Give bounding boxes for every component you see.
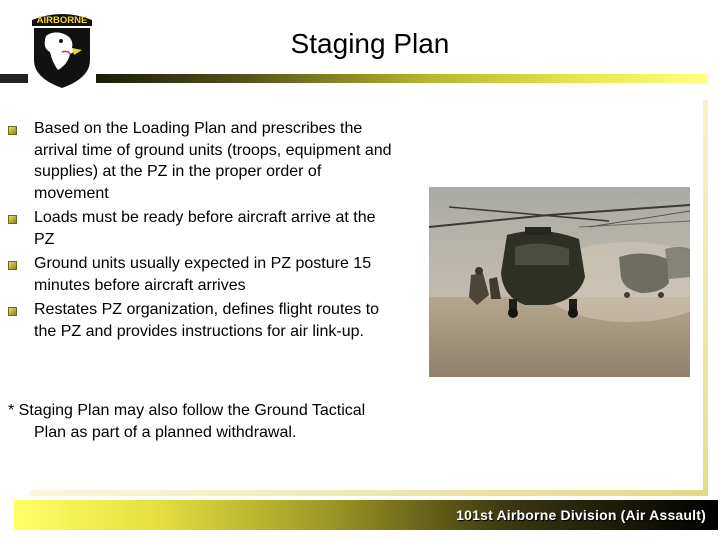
bullet-text: Ground units usually expected in PZ posture 15 minutes before aircraft arrives [34, 255, 372, 294]
footer-text: 101st Airborne Division (Air Assault) [456, 507, 706, 523]
top-bar-right [96, 74, 708, 83]
helicopter-photo [429, 187, 690, 377]
frame-bottom-edge [30, 490, 708, 496]
top-bar-left [0, 74, 28, 83]
logo-text: AIRBORNE [36, 15, 88, 26]
bullet-item [8, 207, 400, 250]
bullet-text: Loads must be ready before aircraft arrive at the PZ [34, 209, 376, 248]
square-bullet-icon [8, 307, 17, 316]
square-bullet-icon [8, 126, 17, 135]
square-bullet-icon [8, 261, 17, 270]
frame-right-edge [703, 100, 708, 496]
footnote-text: * Staging Plan may also follow the Ground Tactical Plan as part of a planned withdrawal. [8, 402, 366, 441]
page-title: Staging Plan [290, 28, 450, 59]
bullet-item [8, 118, 400, 204]
bullet-list [8, 118, 400, 345]
footer-banner [14, 500, 718, 530]
footnote [8, 400, 400, 443]
bullet-text: Based on the Loading Plan and prescribes the arrival time of ground units (troops, equipment and supplies) at the PZ in the proper order of movement [34, 120, 392, 202]
bullet-item [8, 253, 400, 296]
bullet-text: Restates PZ organization, defines flight routes to the PZ and provides instructions for air link-up. [34, 301, 380, 340]
square-bullet-icon [8, 215, 17, 224]
screaming-eagle-patch-icon [28, 8, 96, 90]
bullet-item [8, 299, 400, 342]
